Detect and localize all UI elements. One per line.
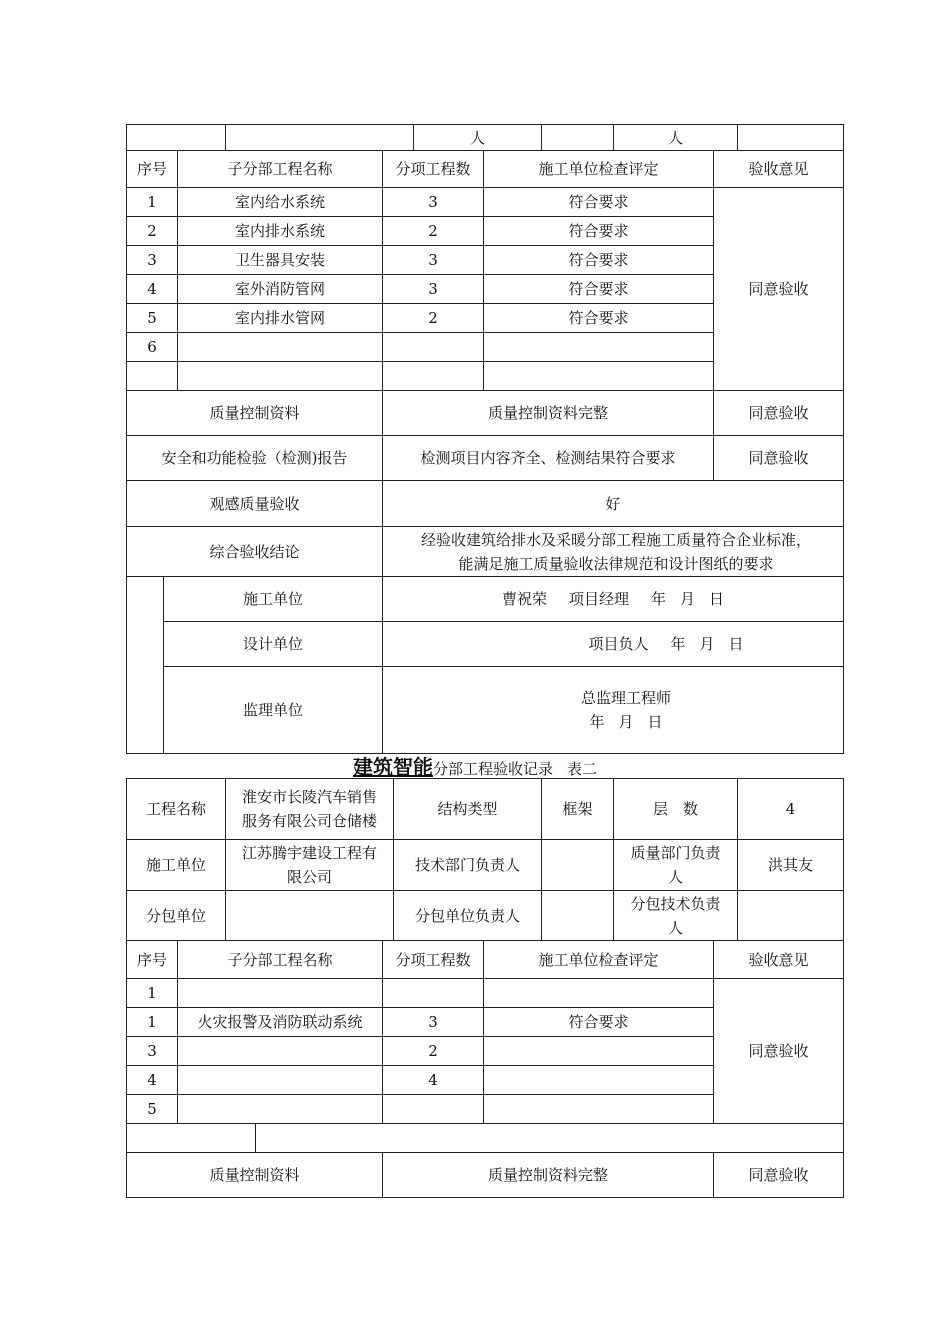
sub-head-value bbox=[542, 891, 614, 941]
project-label: 工程名称 bbox=[127, 779, 226, 840]
floors-value: 4 bbox=[738, 779, 844, 840]
acceptance-table-2 bbox=[126, 940, 844, 1198]
row-seq: 3 bbox=[127, 1037, 178, 1066]
construction-month: 月 bbox=[680, 590, 696, 608]
table-row bbox=[127, 979, 844, 1008]
sub-label: 分包单位 bbox=[127, 891, 226, 941]
top-strip-table bbox=[126, 124, 844, 151]
row-seq: 5 bbox=[127, 304, 178, 333]
sign-construction-value bbox=[383, 577, 844, 622]
supervision-month: 月 bbox=[618, 713, 634, 731]
subcontractor-row bbox=[127, 891, 844, 941]
quality-docs-value: 质量控制资料完整 bbox=[383, 1153, 714, 1198]
sign-supervision-value bbox=[383, 667, 844, 754]
row-count bbox=[383, 362, 484, 391]
project-name-line-1: 淮安市长陵汽车销售 bbox=[241, 788, 377, 806]
sub-tech-value bbox=[738, 891, 844, 941]
header-seq: 序号 bbox=[127, 151, 178, 188]
blank-cell bbox=[127, 1124, 256, 1153]
sign-design-label: 设计单位 bbox=[164, 622, 383, 667]
row-count bbox=[383, 333, 484, 362]
strip-person-a: 人 bbox=[414, 125, 542, 151]
quality-head-line-1: 质量部门负责 bbox=[630, 844, 721, 862]
construction-year: 年 bbox=[651, 590, 667, 608]
structure-value: 框架 bbox=[542, 779, 614, 840]
tech-head-label: 技术部门负责人 bbox=[394, 840, 542, 891]
row-count: 3 bbox=[383, 188, 484, 217]
safety-label: 安全和功能检验（检测)报告 bbox=[127, 436, 383, 481]
conclusion-line-2: 能满足施工质量验收法律规范和设计图纸的要求 bbox=[458, 554, 774, 573]
design-month: 月 bbox=[699, 635, 715, 653]
sign-row-design bbox=[127, 622, 844, 667]
row-eval bbox=[484, 333, 714, 362]
quality-head-label bbox=[614, 840, 738, 891]
strip-person-b: 人 bbox=[614, 125, 738, 151]
row-seq: 1 bbox=[127, 979, 178, 1008]
table2-heading bbox=[0, 754, 950, 780]
row-seq: 1 bbox=[127, 188, 178, 217]
blank-row bbox=[127, 1124, 844, 1153]
sub-tech-line-2: 人 bbox=[667, 918, 683, 937]
header-eval: 施工单位检查评定 bbox=[484, 151, 714, 188]
project-name-line-2: 服务有限公司仓储楼 bbox=[241, 812, 377, 830]
appearance-row bbox=[127, 481, 844, 527]
row-eval: 符合要求 bbox=[484, 188, 714, 217]
sub-tech-line-1: 分包技术负责 bbox=[630, 894, 721, 913]
row-name: 室外消防管网 bbox=[178, 275, 383, 304]
row-seq: 6 bbox=[127, 333, 178, 362]
quality-docs-label: 质量控制资料 bbox=[127, 1153, 383, 1198]
row-seq: 2 bbox=[127, 217, 178, 246]
structure-label: 结构类型 bbox=[394, 779, 542, 840]
quality-docs-opinion: 同意验收 bbox=[714, 1153, 844, 1198]
sign-row-supervision bbox=[127, 667, 844, 754]
row-name bbox=[178, 1037, 383, 1066]
strip-cell bbox=[738, 125, 844, 151]
row-name: 室内排水管网 bbox=[178, 304, 383, 333]
header-seq: 序号 bbox=[127, 941, 178, 979]
sub-value bbox=[226, 891, 394, 941]
row-name bbox=[178, 1095, 383, 1124]
contractor-label: 施工单位 bbox=[127, 840, 226, 891]
row-count: 3 bbox=[383, 275, 484, 304]
conclusion-label: 综合验收结论 bbox=[127, 527, 383, 577]
design-year: 年 bbox=[670, 635, 686, 653]
project-row bbox=[127, 779, 844, 840]
row-eval: 符合要求 bbox=[484, 217, 714, 246]
row-seq: 5 bbox=[127, 1095, 178, 1124]
quality-docs-label: 质量控制资料 bbox=[127, 391, 383, 436]
row-count bbox=[383, 979, 484, 1008]
row-seq: 4 bbox=[127, 275, 178, 304]
row-count: 2 bbox=[383, 304, 484, 333]
row-eval: 符合要求 bbox=[484, 275, 714, 304]
safety-value: 检测项目内容齐全、检测结果符合要求 bbox=[383, 436, 714, 481]
row-count: 4 bbox=[383, 1066, 484, 1095]
project-name bbox=[226, 779, 394, 840]
project-info-table bbox=[126, 778, 844, 941]
merged-opinion: 同意验收 bbox=[714, 979, 844, 1124]
header-name: 子分部工程名称 bbox=[178, 151, 383, 188]
table-row bbox=[127, 188, 844, 217]
design-role: 项目负人 bbox=[588, 635, 649, 653]
row-seq: 1 bbox=[127, 1008, 178, 1037]
acceptance-table-1 bbox=[126, 150, 844, 754]
row-name: 卫生器具安装 bbox=[178, 246, 383, 275]
supervision-year: 年 bbox=[589, 713, 605, 731]
construction-signer: 曹祝荣 bbox=[501, 590, 547, 608]
table1-header-row bbox=[127, 151, 844, 188]
row-seq: 3 bbox=[127, 246, 178, 275]
strip-cell bbox=[226, 125, 414, 151]
header-name: 子分部工程名称 bbox=[178, 941, 383, 979]
row-name bbox=[178, 1066, 383, 1095]
row-name bbox=[178, 362, 383, 391]
row-eval bbox=[484, 1066, 714, 1095]
appearance-value: 好 bbox=[383, 481, 844, 527]
sub-tech-label bbox=[614, 891, 738, 941]
row-seq: 4 bbox=[127, 1066, 178, 1095]
tech-head-value bbox=[542, 840, 614, 891]
construction-role: 项目经理 bbox=[568, 590, 629, 608]
quality-docs-opinion: 同意验收 bbox=[714, 391, 844, 436]
row-eval bbox=[484, 979, 714, 1008]
header-count: 分项工程数 bbox=[383, 941, 484, 979]
supervision-day: 日 bbox=[647, 713, 663, 731]
row-eval: 符合要求 bbox=[484, 1008, 714, 1037]
appearance-label: 观感质量验收 bbox=[127, 481, 383, 527]
row-eval: 符合要求 bbox=[484, 304, 714, 333]
quality-head-value: 洪其友 bbox=[738, 840, 844, 891]
header-opinion: 验收意见 bbox=[714, 941, 844, 979]
row-eval: 符合要求 bbox=[484, 246, 714, 275]
contractor-name bbox=[226, 840, 394, 891]
heading-rest: 分部工程验收记录 bbox=[432, 760, 553, 778]
supervision-role: 总监理工程师 bbox=[581, 689, 672, 707]
row-count: 3 bbox=[383, 1008, 484, 1037]
quality-head-line-2: 人 bbox=[667, 868, 683, 886]
construction-day: 日 bbox=[709, 590, 725, 608]
row-count: 2 bbox=[383, 1037, 484, 1066]
sign-row-construction bbox=[127, 577, 844, 622]
contractor-line-2: 限公司 bbox=[286, 868, 332, 886]
heading-tag: 表二 bbox=[567, 760, 598, 778]
strip-cell bbox=[542, 125, 614, 151]
merged-opinion: 同意验收 bbox=[714, 188, 844, 391]
table2-header-row bbox=[127, 941, 844, 979]
row-count: 2 bbox=[383, 217, 484, 246]
safety-row bbox=[127, 436, 844, 481]
row-name: 室内排水系统 bbox=[178, 217, 383, 246]
design-day: 日 bbox=[728, 635, 744, 653]
supervision-date bbox=[413, 710, 839, 734]
row-seq bbox=[127, 362, 178, 391]
header-eval: 施工单位检查评定 bbox=[484, 941, 714, 979]
conclusion-line-1: 经验收建筑给排水及采暖分部工程施工质量符合企业标准， bbox=[421, 530, 812, 549]
blank-cell bbox=[256, 1124, 844, 1153]
quality-docs-value: 质量控制资料完整 bbox=[383, 391, 714, 436]
sign-construction-label: 施工单位 bbox=[164, 577, 383, 622]
row-count: 3 bbox=[383, 246, 484, 275]
quality-docs-row bbox=[127, 1153, 844, 1198]
row-eval bbox=[484, 362, 714, 391]
row-eval bbox=[484, 1095, 714, 1124]
contractor-line-1: 江苏腾宇建设工程有 bbox=[241, 844, 377, 862]
floors-label: 层 数 bbox=[614, 779, 738, 840]
heading-bold: 建筑智能 bbox=[352, 755, 433, 779]
quality-docs-row bbox=[127, 391, 844, 436]
safety-opinion: 同意验收 bbox=[714, 436, 844, 481]
sign-supervision-label: 监理单位 bbox=[164, 667, 383, 754]
row-count bbox=[383, 1095, 484, 1124]
conclusion-row bbox=[127, 527, 844, 577]
sub-head-label: 分包单位负责人 bbox=[394, 891, 542, 941]
row-eval bbox=[484, 1037, 714, 1066]
strip-cell bbox=[127, 125, 226, 151]
row-name: 火灾报警及消防联动系统 bbox=[178, 1008, 383, 1037]
header-opinion: 验收意见 bbox=[714, 151, 844, 188]
contractor-row bbox=[127, 840, 844, 891]
row-name bbox=[178, 979, 383, 1008]
conclusion-value bbox=[383, 527, 844, 577]
header-count: 分项工程数 bbox=[383, 151, 484, 188]
sign-side-cell bbox=[127, 577, 164, 754]
row-name: 室内给水系统 bbox=[178, 188, 383, 217]
row-name bbox=[178, 333, 383, 362]
sign-design-value bbox=[383, 622, 844, 667]
